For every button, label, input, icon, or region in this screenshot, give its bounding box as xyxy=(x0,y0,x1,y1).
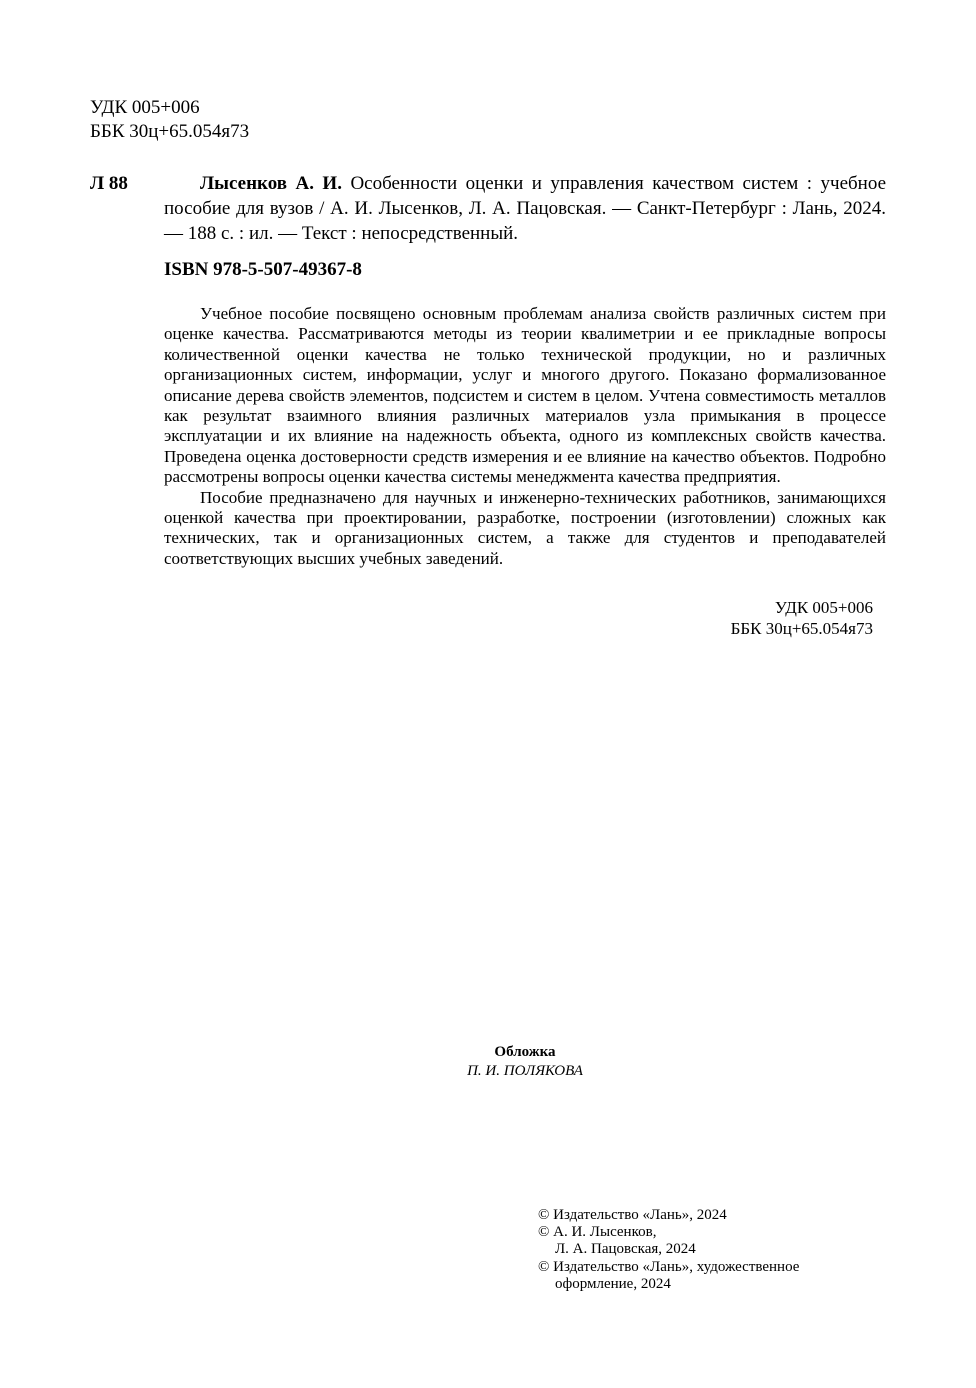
isbn: ISBN 978-5-507-49367-8 xyxy=(164,259,362,280)
cover-credit xyxy=(420,1043,630,1081)
bibliographic-record xyxy=(164,171,886,246)
catalog-code: Л 88 xyxy=(90,173,128,194)
copyright-line: © Издательство «Лань», художественное xyxy=(538,1258,800,1275)
annotation-udk: УДК 005+006 xyxy=(774,598,873,617)
annotation-paragraph-2: Пособие предназначено для научных и инженерно-технических работников, занимающихся оценкой качества при проектировании, разработке, построении (изготовлении) сложных как технических, так и организационных систем, а также для студентов и преподавателей соответствующих высших учебных заведений. xyxy=(164,487,886,568)
copyright-line: Л. А. Пацовская, 2024 xyxy=(555,1241,696,1258)
cover-designer-name: П. И. ПОЛЯКОВА xyxy=(467,1063,583,1079)
header-udk: УДК 005+006 xyxy=(90,97,200,118)
annotation-classification xyxy=(640,597,873,639)
header-bbk: ББК 30ц+65.054я73 xyxy=(90,121,250,142)
copyright-line: © А. И. Лысенков, xyxy=(538,1224,657,1241)
author-name: Лысенков А. И. xyxy=(200,173,342,194)
cover-credit-label: Обложка xyxy=(494,1044,556,1060)
copyright-line: © Издательство «Лань», 2024 xyxy=(538,1207,727,1223)
book-description: Особенности оценки и управления качеством систем : учебное пособие для вузов / А. И. Лысенков, Л. А. Пацовская. — Санкт-Петербург : Лань, 2024. — 188 с. : ил. — Текст : непосредственный. xyxy=(164,173,886,244)
annotation-paragraph-1: Учебное пособие посвящено основным проблемам анализа свойств различных систем при оценке качества. Рассматриваются методы из теории квалиметрии и ее прикладные вопросы количественной оценки качества не только технической продукции, но и различных организационных систем, информации, услуг и многого другого. Показано формализованное описание дерева свойств элементов, подсистем и систем в целом. Учтена совместимость металлов как результат взаимного влияния различных материалов узла примыкания в процессе эксплуатации и их влияние на надежность объекта, одного из комплексных свойств качества. Проведена оценка достоверности средств измерения и ее влияние на качество объектов. Подробно рассмотрены вопросы оценки качества системы менеджмента качества предприятия. xyxy=(164,304,886,487)
copyright-block xyxy=(538,1207,799,1293)
annotation-bbk: ББК 30ц+65.054я73 xyxy=(730,619,873,638)
annotation xyxy=(164,304,886,569)
copyright-line: оформление, 2024 xyxy=(555,1275,671,1292)
header-classification xyxy=(90,96,249,144)
